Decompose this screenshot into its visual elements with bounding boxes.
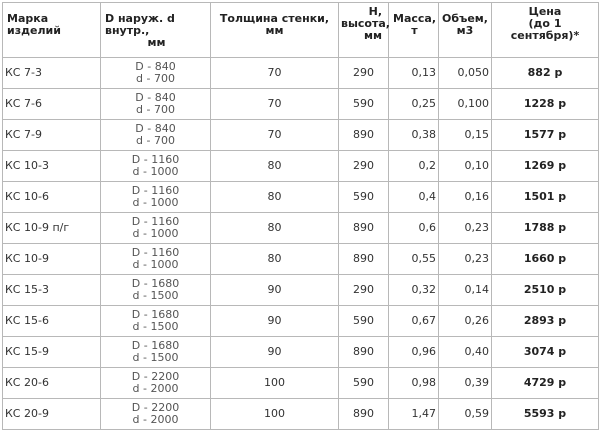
cell-inner-diameter: d - 2000 xyxy=(132,382,179,395)
cell-diameter xyxy=(101,337,211,368)
cell-mass: 0,32 xyxy=(389,275,439,306)
cell-outer-diameter: D - 1160 xyxy=(131,246,180,259)
cell-volume: 0,23 xyxy=(439,213,492,244)
cell-wall: 80 xyxy=(211,182,339,213)
cell-wall: 100 xyxy=(211,368,339,399)
cell-wall: 100 xyxy=(211,399,339,430)
cell-diameter xyxy=(101,58,211,89)
cell-price: 882 р xyxy=(492,58,599,89)
cell-outer-diameter: D - 840 xyxy=(135,60,176,73)
cell-volume: 0,59 xyxy=(439,399,492,430)
cell-height: 590 xyxy=(339,182,389,213)
cell-height: 890 xyxy=(339,244,389,275)
cell-height: 890 xyxy=(339,337,389,368)
cell-wall: 80 xyxy=(211,213,339,244)
cell-mass: 0,67 xyxy=(389,306,439,337)
cell-wall: 70 xyxy=(211,89,339,120)
cell-name: КС 15-9 xyxy=(3,337,101,368)
cell-outer-diameter: D - 1160 xyxy=(131,215,180,228)
table-row xyxy=(3,151,599,182)
table-row xyxy=(3,275,599,306)
cell-price: 2510 р xyxy=(492,275,599,306)
cell-wall: 90 xyxy=(211,275,339,306)
cell-diameter xyxy=(101,89,211,120)
header-price xyxy=(492,3,599,58)
cell-price: 1660 р xyxy=(492,244,599,275)
cell-name: КС 20-9 xyxy=(3,399,101,430)
cell-outer-diameter: D - 2200 xyxy=(131,401,180,414)
cell-mass: 0,98 xyxy=(389,368,439,399)
cell-inner-diameter: d - 700 xyxy=(136,103,175,116)
table-row xyxy=(3,182,599,213)
cell-height: 590 xyxy=(339,306,389,337)
cell-outer-diameter: D - 2200 xyxy=(131,370,180,383)
header-diameter-line1: D наруж. d внутр., xyxy=(105,12,175,37)
cell-outer-diameter: D - 840 xyxy=(135,122,176,135)
cell-diameter xyxy=(101,151,211,182)
cell-outer-diameter: D - 1160 xyxy=(131,184,180,197)
cell-price: 5593 р xyxy=(492,399,599,430)
cell-diameter xyxy=(101,275,211,306)
cell-price: 1501 р xyxy=(492,182,599,213)
cell-name: КС 10-3 xyxy=(3,151,101,182)
cell-price: 1577 р xyxy=(492,120,599,151)
header-mass-line1: Масса, xyxy=(393,12,437,25)
cell-volume: 0,10 xyxy=(439,151,492,182)
cell-wall: 70 xyxy=(211,58,339,89)
cell-price: 3074 р xyxy=(492,337,599,368)
cell-volume: 0,16 xyxy=(439,182,492,213)
cell-volume: 0,15 xyxy=(439,120,492,151)
cell-inner-diameter: d - 1000 xyxy=(132,165,179,178)
cell-inner-diameter: d - 1000 xyxy=(132,258,179,271)
cell-mass: 0,25 xyxy=(389,89,439,120)
cell-inner-diameter: d - 1000 xyxy=(132,196,179,209)
cell-outer-diameter: D - 1160 xyxy=(131,153,180,166)
header-diameter-line2: мм xyxy=(147,36,166,49)
cell-diameter xyxy=(101,182,211,213)
table-row xyxy=(3,58,599,89)
header-price-line1: Цена xyxy=(528,5,562,18)
cell-volume: 0,050 xyxy=(439,58,492,89)
cell-height: 890 xyxy=(339,399,389,430)
table-header-row xyxy=(3,3,599,58)
cell-price: 1228 р xyxy=(492,89,599,120)
cell-price: 4729 р xyxy=(492,368,599,399)
cell-height: 590 xyxy=(339,368,389,399)
cell-name: КС 15-6 xyxy=(3,306,101,337)
table-row xyxy=(3,244,599,275)
cell-inner-diameter: d - 700 xyxy=(136,72,175,85)
header-mass xyxy=(389,3,439,58)
cell-volume: 0,23 xyxy=(439,244,492,275)
cell-wall: 70 xyxy=(211,120,339,151)
header-height-line3: мм xyxy=(364,29,382,42)
cell-height: 290 xyxy=(339,151,389,182)
table-row xyxy=(3,337,599,368)
cell-outer-diameter: D - 1680 xyxy=(131,339,180,352)
header-volume xyxy=(439,3,492,58)
cell-volume: 0,40 xyxy=(439,337,492,368)
cell-inner-diameter: d - 1500 xyxy=(132,320,179,333)
header-height-line2: высота, xyxy=(341,17,390,30)
cell-mass: 0,38 xyxy=(389,120,439,151)
cell-name: КС 7-3 xyxy=(3,58,101,89)
cell-mass: 0,55 xyxy=(389,244,439,275)
cell-name: КС 7-9 xyxy=(3,120,101,151)
cell-mass: 0,13 xyxy=(389,58,439,89)
cell-wall: 80 xyxy=(211,244,339,275)
cell-inner-diameter: d - 1000 xyxy=(132,227,179,240)
cell-diameter xyxy=(101,120,211,151)
cell-name: КС 15-3 xyxy=(3,275,101,306)
header-wall-line1: Толщина стенки, xyxy=(219,12,330,25)
header-volume-line1: Объем, xyxy=(442,12,488,25)
header-height xyxy=(339,3,389,58)
cell-volume: 0,39 xyxy=(439,368,492,399)
cell-name: КС 10-6 xyxy=(3,182,101,213)
cell-volume: 0,100 xyxy=(439,89,492,120)
header-height-line1: Н, xyxy=(368,5,382,18)
cell-price: 1788 р xyxy=(492,213,599,244)
cell-mass: 1,47 xyxy=(389,399,439,430)
header-diameter xyxy=(101,3,211,58)
cell-name: КС 7-6 xyxy=(3,89,101,120)
header-mass-line2: т xyxy=(411,24,418,37)
cell-height: 890 xyxy=(339,120,389,151)
cell-volume: 0,14 xyxy=(439,275,492,306)
cell-height: 290 xyxy=(339,58,389,89)
cell-diameter xyxy=(101,213,211,244)
cell-inner-diameter: d - 1500 xyxy=(132,351,179,364)
cell-mass: 0,2 xyxy=(389,151,439,182)
cell-price: 1269 р xyxy=(492,151,599,182)
cell-mass: 0,96 xyxy=(389,337,439,368)
cell-height: 590 xyxy=(339,89,389,120)
cell-name: КС 10-9 xyxy=(3,244,101,275)
cell-wall: 90 xyxy=(211,306,339,337)
cell-name: КС 20-6 xyxy=(3,368,101,399)
cell-price: 2893 р xyxy=(492,306,599,337)
cell-outer-diameter: D - 1680 xyxy=(131,277,180,290)
table-row xyxy=(3,399,599,430)
header-wall xyxy=(211,3,339,58)
cell-diameter xyxy=(101,368,211,399)
cell-volume: 0,26 xyxy=(439,306,492,337)
cell-wall: 90 xyxy=(211,337,339,368)
cell-mass: 0,6 xyxy=(389,213,439,244)
cell-wall: 80 xyxy=(211,151,339,182)
cell-inner-diameter: d - 2000 xyxy=(132,413,179,426)
table-row xyxy=(3,368,599,399)
cell-height: 890 xyxy=(339,213,389,244)
cell-inner-diameter: d - 1500 xyxy=(132,289,179,302)
header-wall-line2: мм xyxy=(265,24,284,37)
cell-inner-diameter: d - 700 xyxy=(136,134,175,147)
table-row xyxy=(3,306,599,337)
cell-diameter xyxy=(101,244,211,275)
header-volume-line2: м3 xyxy=(456,24,474,37)
table-row xyxy=(3,213,599,244)
cell-name: КС 10-9 п/г xyxy=(3,213,101,244)
cell-outer-diameter: D - 840 xyxy=(135,91,176,104)
cell-diameter xyxy=(101,306,211,337)
header-name xyxy=(3,3,101,58)
cell-diameter xyxy=(101,399,211,430)
table-row xyxy=(3,120,599,151)
cell-height: 290 xyxy=(339,275,389,306)
cell-outer-diameter: D - 1680 xyxy=(131,308,180,321)
table-row xyxy=(3,89,599,120)
header-price-line2: (до 1 сентября)* xyxy=(510,17,580,42)
product-price-table xyxy=(2,2,599,430)
header-name-text: Марка изделий xyxy=(7,12,61,37)
cell-mass: 0,4 xyxy=(389,182,439,213)
